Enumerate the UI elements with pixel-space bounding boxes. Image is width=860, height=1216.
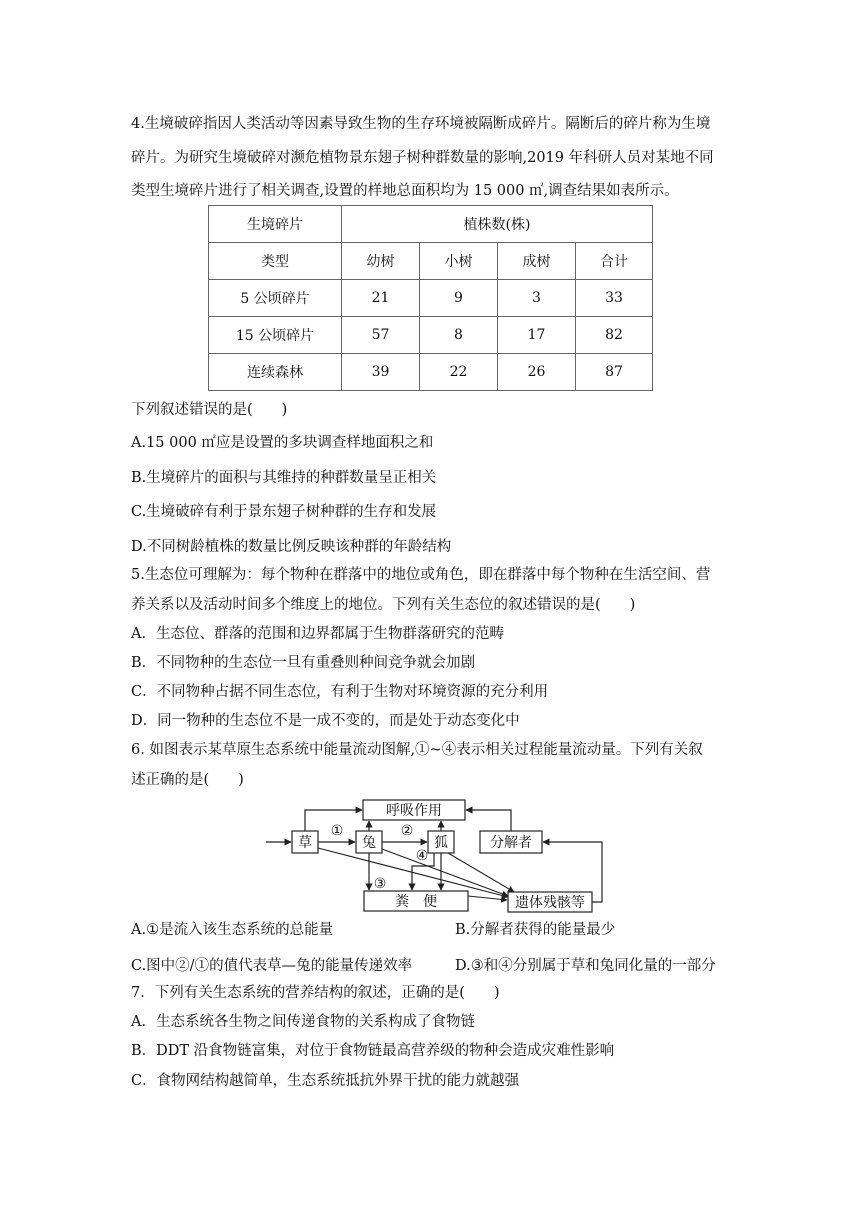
table-col-header: 幼树 (342, 243, 420, 280)
flow-label-3: ③ (373, 876, 387, 892)
q5-option-c: C．不同物种占据不同生态位，有利于生物对环境资源的充分利用 (131, 684, 549, 700)
table-row (209, 354, 653, 391)
q5-option-a: A．生态位、群落的范围和边界都属于生物群落研究的范畴 (131, 626, 504, 642)
table-col-header: 小树 (420, 243, 498, 280)
q6-option-a: A.①是流入该生态系统的总能量 (131, 922, 334, 938)
table-col-header: 成树 (498, 243, 576, 280)
table-header-type-1: 生境碎片 (209, 206, 342, 243)
q7-option-b: B．DDT 沿食物链富集，对位于食物链最高营养级的物种会造成灾难性影响 (131, 1043, 615, 1059)
table-cell: 57 (342, 317, 420, 354)
q7-option-a: A．生态系统各生物之间传递食物的关系构成了食物链 (131, 1014, 475, 1030)
fox-label: 狐 (434, 835, 448, 851)
table-col-header: 合计 (576, 243, 653, 280)
q5-line-2: 养关系以及活动时间多个维度上的地位。下列有关生态位的叙述错误的是( ) (131, 597, 636, 613)
q7-stem: 7．下列有关生态系统的营养结构的叙述，正确的是( ) (131, 985, 500, 1001)
q4-line-3: 类型生境碎片进行了相关调查,设置的样地总面积均为 15 000 ㎡,调查结果如表所示。 (131, 183, 679, 199)
q4-line-2: 碎片。为研究生境破碎对濒危植物景东翅子树种群数量的影响,2019 年科研人员对某地不同 (131, 150, 714, 166)
q6-option-d: D.③和④分别属于草和兔同化量的一部分 (455, 958, 716, 974)
table-row (209, 317, 653, 354)
grass-label: 草 (298, 835, 312, 851)
table-cell: 33 (576, 280, 653, 317)
table-cell: 9 (420, 280, 498, 317)
table-header-group: 植株数(株) (342, 206, 653, 243)
table-cell: 17 (498, 317, 576, 354)
survey-table (208, 205, 653, 391)
q6-option-c: C.图中②/①的值代表草—兔的能量传递效率 (131, 958, 413, 974)
table-cell: 21 (342, 280, 420, 317)
table-header-type-2: 类型 (209, 243, 342, 280)
flow-label-2: ② (400, 823, 414, 839)
q4-option-a: A.15 000 ㎡应是设置的多块调查样地面积之和 (131, 435, 434, 451)
table-cell-type: 5 公顷碎片 (209, 280, 342, 317)
table-cell: 82 (576, 317, 653, 354)
q4-option-d: D.不同树龄植株的数量比例反映该种群的年龄结构 (131, 539, 452, 555)
table-cell: 87 (576, 354, 653, 391)
q7-option-c: C．食物网结构越简单，生态系统抵抗外界干扰的能力就越强 (131, 1073, 520, 1089)
q6-option-b: B.分解者获得的能量最少 (455, 922, 616, 938)
q5-option-d: D．同一物种的生态位不是一成不变的，而是处于动态变化中 (131, 713, 520, 729)
respiration-label: 呼吸作用 (386, 803, 442, 819)
table-cell: 39 (342, 354, 420, 391)
table-cell: 3 (498, 280, 576, 317)
table-row (209, 280, 653, 317)
table-cell: 22 (420, 354, 498, 391)
decomposer-label: 分解者 (490, 835, 532, 851)
q5-option-b: B．不同物种的生态位一旦有重叠则种间竞争就会加剧 (131, 655, 476, 671)
feces-label: 粪 便 (395, 894, 437, 910)
q4-option-b: B.生境碎片的面积与其维持的种群数量呈正相关 (131, 470, 437, 486)
q4-line-1: 4.生境破碎指因人类活动等因素导致生物的生存环境被隔断成碎片。隔断后的碎片称为生境 (131, 116, 711, 132)
table-cell: 8 (420, 317, 498, 354)
q5-line-1: 5.生态位可理解为：每个物种在群落中的地位或角色，即在群落中每个物种在生活空间、营 (131, 567, 711, 583)
table-cell: 26 (498, 354, 576, 391)
energy-flow-diagram (262, 796, 622, 916)
q4-option-c: C.生境破碎有利于景东翅子树种群的生存和发展 (131, 504, 437, 520)
table-cell-type: 15 公顷碎片 (209, 317, 342, 354)
remains-label: 遗体残骸等 (515, 895, 585, 911)
q4-stem: 下列叙述错误的是( ) (131, 402, 288, 418)
table-cell-type: 连续森林 (209, 354, 342, 391)
q6-line-2: 述正确的是( ) (131, 772, 244, 788)
flow-label-4: ④ (415, 848, 429, 864)
rabbit-label: 兔 (362, 835, 376, 851)
q6-line-1: 6. 如图表示某草原生态系统中能量流动图解,①~④表示相关过程能量流动量。下列有关叙 (131, 742, 703, 758)
flow-label-1: ① (330, 823, 344, 839)
